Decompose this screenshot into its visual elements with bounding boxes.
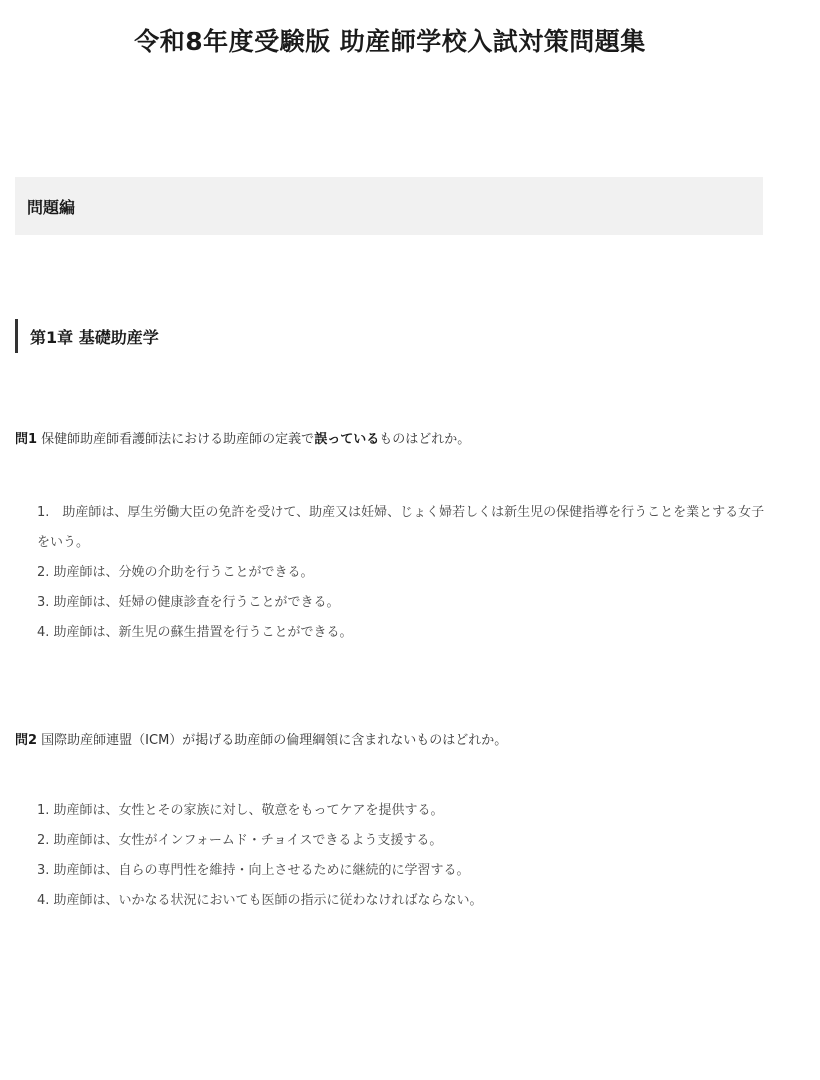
question-1 <box>15 428 775 447</box>
choice-list-1 <box>37 498 767 648</box>
choice-item: 1. 助産師は、厚生労働大臣の免許を受けて、助産又は妊婦、じょく婦若しくは新生児の保健指導を行うことを業とする女子をいう。 <box>37 505 765 550</box>
question-text: 国際助産師連盟（ICM）が掲げる助産師の倫理綱領に含まれないものはどれか。 <box>37 733 508 748</box>
choice-item: 2. 助産師は、分娩の介助を行うことができる。 <box>37 565 314 580</box>
page-title: 令和8年度受験版 助産師学校入試対策問題集 <box>134 27 646 56</box>
choice-item: 4. 助産師は、新生児の蘇生措置を行うことができる。 <box>37 625 353 640</box>
question-emphasis: 誤っている <box>314 432 380 447</box>
choice-item: 3. 助産師は、自らの専門性を維持・向上させるために継続的に学習する。 <box>37 863 470 878</box>
choice-item: 3. 助産師は、妊婦の健康診査を行うことができる。 <box>37 595 340 610</box>
chapter-heading: 第1章 基礎助産学 <box>15 319 159 353</box>
choice-item: 4. 助産師は、いかなる状況においても医師の指示に従わなければならない。 <box>37 893 483 908</box>
choice-item: 2. 助産師は、女性がインフォームド・チョイスできるよう支援する。 <box>37 833 443 848</box>
question-number: 問1 <box>15 432 38 447</box>
question-2 <box>15 729 775 748</box>
choice-list-2 <box>37 796 767 916</box>
question-number: 問2 <box>15 733 38 748</box>
choice-item: 1. 助産師は、女性とその家族に対し、敬意をもってケアを提供する。 <box>37 803 444 818</box>
question-text: 保健師助産師看護師法における助産師の定義で <box>37 432 315 447</box>
question-text-end: ものはどれか。 <box>379 432 471 447</box>
section-header <box>15 177 763 235</box>
section-label: 問題編 <box>27 197 76 217</box>
